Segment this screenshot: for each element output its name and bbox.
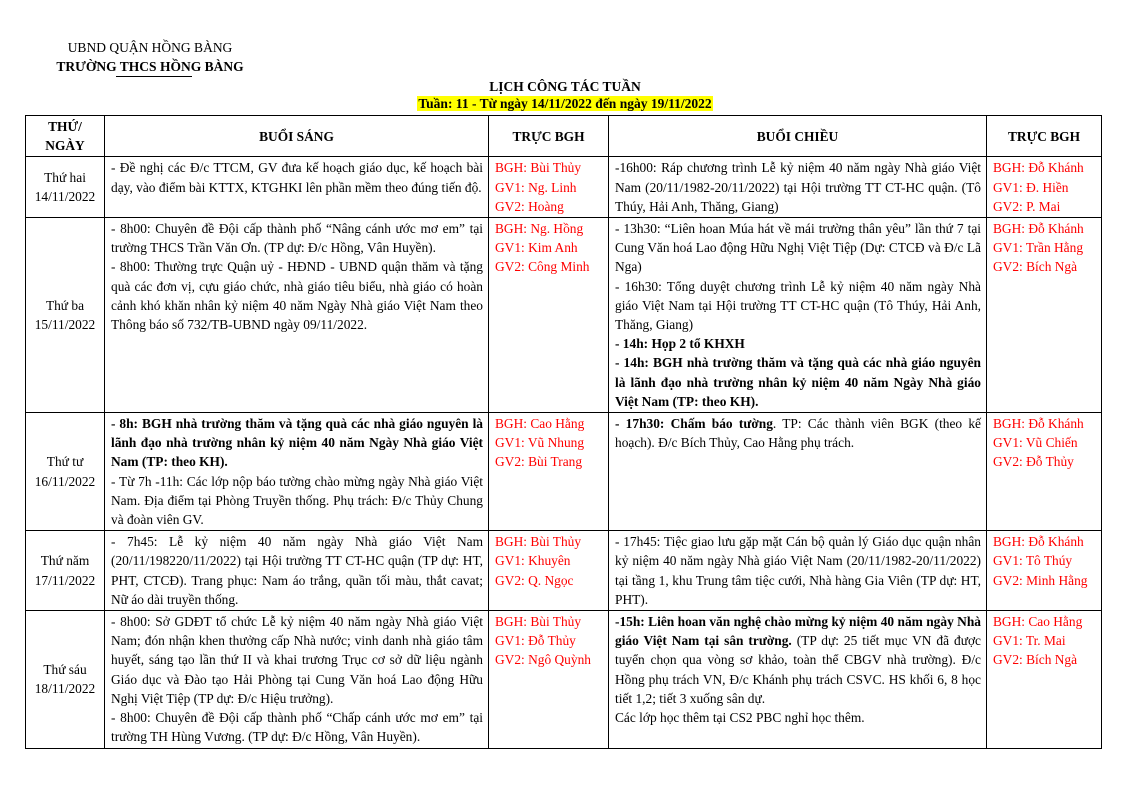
table-row xyxy=(26,611,1102,748)
schedule-item-text: - Đề nghị các Đ/c TTCM, GV đưa kế hoạch giáo dục, kế hoạch bài dạy, vào điểm bài KTTX, KTGHKI lên phần mềm theo đúng tiến độ. xyxy=(111,160,483,195)
schedule-item xyxy=(615,277,981,335)
duty2-cell xyxy=(987,413,1102,531)
schedule-item-text: (TP dự: 25 tiết mục VN đã được tuyển chọn qua vòng sơ khảo, toàn thể CBGV nhà trường). Đ/c Hồng phụ trách VN, Đ/c Khánh phụ trách CSVC. HS khối 6, 8 học tiết 1,2; tiết 3 xuống sân dự. xyxy=(615,633,981,706)
duty-entry: BGH: Đỗ Khánh xyxy=(993,221,1084,237)
schedule-item-bold: - 14h: BGH nhà trường thăm và tặng quà các nhà giáo nguyên là lãnh đạo nhà trường nhân kỷ niệm 40 năm Ngày Nhà giáo Việt Nam (TP: theo KH). xyxy=(615,355,981,409)
col-duty1-header: TRỰC BGH xyxy=(489,116,609,157)
schedule-item-bold: - 17h30: Chấm báo tường xyxy=(615,416,773,432)
afternoon-cell xyxy=(609,157,987,218)
duty-entry: BGH: Đỗ Khánh xyxy=(993,160,1084,176)
duty-entry: BGH: Ng. Hồng xyxy=(495,221,584,237)
duty-entry: GV2: Bích Ngà xyxy=(993,259,1078,275)
schedule-item-text: - 17h45: Tiệc giao lưu gặp mặt Cán bộ quản lý Giáo dục quận nhân kỷ niệm 40 năm ngày Nhà giáo Việt Nam (20/11/1982-20/11/2022) tại tầng 1, khu Trung tâm tiệc cưới, Nhà hàng Gia Viên (TP dự: HT, PHT). xyxy=(615,534,981,607)
schedule-item-bold: - 14h: Họp 2 tổ KHXH xyxy=(615,336,745,352)
schedule-item xyxy=(111,708,483,746)
school-name: TRƯỜNG THCS HỒNG BÀNG xyxy=(56,59,244,74)
schedule-item-text: . TP: Các thành viên BGK (theo kế hoạch). Đ/c Bích Thủy, Cao Hằng phụ trách. xyxy=(615,416,981,451)
schedule-item xyxy=(111,257,483,334)
week-range-text: Tuần: 11 - Từ ngày 14/11/2022 đến ngày 19/11/2022 xyxy=(418,96,712,111)
duty1-cell xyxy=(489,218,609,413)
morning-cell xyxy=(105,531,489,611)
schedule-item-text: - 8h00: Chuyên đề Đội cấp thành phố “Chấp cánh ước mơ em” tại trường TH Hùng Vương. (TP dự: Đ/c Hồng, Vân Huyền). xyxy=(111,710,483,745)
day-text: 15/11/2022 xyxy=(34,317,96,333)
schedule-item-bold: - 8h: BGH nhà trường thăm và tặng quà các nhà giáo nguyên là lãnh đạo nhà trường nhân kỷ niệm 40 năm Ngày Nhà giáo Việt Nam (TP: theo KH). xyxy=(111,416,483,470)
schedule-item-text: - 16h30: Tổng duyệt chương trình Lễ kỷ niệm 40 năm ngày Nhà giáo Việt Nam tại Hội trường TT CT-HC quận (Tô Thúy, Hải Anh, Thăng, Giang) xyxy=(615,278,981,333)
duty-entry: BGH: Đỗ Khánh xyxy=(993,416,1084,432)
schedule-item xyxy=(111,612,483,708)
day-text: 18/11/2022 xyxy=(34,681,96,697)
duty1-cell xyxy=(489,413,609,531)
day-cell xyxy=(26,218,105,413)
duty1-cell xyxy=(489,611,609,748)
duty-entry: BGH: Cao Hằng xyxy=(993,614,1083,630)
day-text: Thứ hai xyxy=(44,170,86,185)
duty2-cell xyxy=(987,218,1102,413)
day-text: 16/11/2022 xyxy=(34,473,96,489)
page-title: LỊCH CÔNG TÁC TUẦN xyxy=(489,79,641,94)
schedule-item xyxy=(615,532,981,609)
afternoon-cell xyxy=(609,413,987,531)
duty-entry: BGH: Bùi Thủy xyxy=(495,160,582,176)
duty-entry: BGH: Cao Hằng xyxy=(495,416,585,432)
duty-entry: BGH: Bùi Thủy xyxy=(495,534,582,550)
table-header-row xyxy=(26,116,1102,157)
day-cell xyxy=(26,413,105,531)
duty-entry: GV2: P. Mai xyxy=(993,198,1061,214)
schedule-item-text: - Từ 7h -11h: Các lớp nộp báo tường chào mừng ngày Nhà giáo Việt Nam. Địa điểm tại Phòng Truyền thống. Phụ trách: Đ/c Thủy Chung và đoàn viên GV. xyxy=(111,473,483,528)
duty-entry: GV1: Ng. Linh xyxy=(495,179,577,195)
org-name: UBND QUẬN HỒNG BÀNG xyxy=(67,40,233,55)
week-range xyxy=(0,96,1130,112)
col-day-header xyxy=(26,116,105,157)
duty-entry: GV1: Kim Anh xyxy=(495,240,578,256)
schedule-item xyxy=(111,414,483,472)
duty-entry: GV1: Tô Thúy xyxy=(993,553,1073,569)
duty-entry: GV2: Bùi Trang xyxy=(495,454,583,470)
schedule-item xyxy=(111,158,483,196)
morning-cell xyxy=(105,218,489,413)
duty-entry: GV1: Vũ Nhung xyxy=(495,435,585,451)
schedule-item xyxy=(615,708,981,727)
schedule-item xyxy=(615,414,981,452)
morning-cell xyxy=(105,611,489,748)
col-morning-header: BUỔI SÁNG xyxy=(105,116,489,157)
duty-entry: BGH: Bùi Thủy xyxy=(495,614,582,630)
table-row xyxy=(26,413,1102,531)
day-cell xyxy=(26,157,105,218)
day-cell xyxy=(26,531,105,611)
afternoon-cell xyxy=(609,611,987,748)
duty-entry: GV2: Q. Ngọc xyxy=(495,572,574,588)
day-text: Thứ sáu xyxy=(43,662,87,678)
table-row xyxy=(26,218,1102,413)
schedule-item-bold: -15h: Liên hoan văn nghệ chào mừng kỷ niệm 40 năm ngày Nhà giáo Việt Nam tại sân trường. xyxy=(615,614,981,649)
afternoon-cell xyxy=(609,531,987,611)
duty-entry: BGH: Đỗ Khánh xyxy=(993,534,1084,550)
duty-entry: GV2: Hoàng xyxy=(495,198,564,214)
schedule-table xyxy=(25,115,1102,749)
schedule-item xyxy=(615,158,981,216)
afternoon-cell xyxy=(609,218,987,413)
duty-entry: GV2: Ngô Quỳnh xyxy=(495,652,591,668)
schedule-item-text: - 8h00: Chuyên đề Đội cấp thành phố “Nâng cánh ước mơ em” tại trường THCS Trần Văn Ơn. (TP dự: Đ/c Hồng, Vân Huyền). xyxy=(111,221,483,256)
day-text: Thứ ba xyxy=(45,297,85,313)
col-afternoon-header: BUỔI CHIỀU xyxy=(609,116,987,157)
col-day-line1: THỨ/ xyxy=(48,119,82,134)
morning-cell xyxy=(105,413,489,531)
col-duty2-header: TRỰC BGH xyxy=(987,116,1102,157)
duty2-cell xyxy=(987,531,1102,611)
day-cell xyxy=(26,611,105,748)
day-text: 14/11/2022 xyxy=(34,189,96,205)
header-underline xyxy=(116,76,192,77)
duty2-cell xyxy=(987,157,1102,218)
morning-cell xyxy=(105,157,489,218)
duty-entry: GV2: Đỗ Thủy xyxy=(993,454,1074,470)
day-text: Thứ năm xyxy=(40,553,90,569)
duty-entry: GV1: Khuyên xyxy=(495,553,571,569)
schedule-item-text: - 8h00: Sở GDĐT tổ chức Lễ kỷ niệm 40 năm ngày Nhà giáo Việt Nam; đón nhận khen thưởng cấp Nhà nước; vinh danh nhà giáo tâm huyết, sáng tạo lần thứ II và khai trương Trục cơ sở dữ liệu ngành Giáo dục và Đào tạo Hải Phòng tại Cung Văn hoá Lao động Hữu Nghị Việt Tiệp (TP dự: Đ/c Hiệu trưởng). xyxy=(111,614,483,706)
duty-entry: GV1: Trần Hằng xyxy=(993,240,1084,256)
col-day-line2: NGÀY xyxy=(45,138,85,154)
duty-entry: GV1: Vũ Chiến xyxy=(993,435,1078,451)
duty2-cell xyxy=(987,611,1102,748)
schedule-item-text: - 8h00: Thường trực Quận uỷ - HĐND - UBND quận thăm và tặng quà các đơn vị, cựu giáo chức, nhà giáo tiêu biểu, nhà giáo có hoàn cảnh khó khăn nhân kỷ niệm 40 năm Ngày Nhà giáo Việt Nam theo Thông báo số 732/TB-UBND ngày 09/11/2022. xyxy=(111,259,483,333)
table-row xyxy=(26,531,1102,611)
duty-entry: GV1: Đ. Hiền xyxy=(993,179,1069,195)
schedule-item-text: - 13h30: “Liên hoan Múa hát về mái trường thân yêu” lần thứ 7 tại Cung Văn hoá Lao động Hữu Nghị Việt Tiệp (Dự: CTCĐ và Đ/c Lã Nga) xyxy=(615,221,981,275)
schedule-item-text: Các lớp học thêm tại CS2 PBC nghỉ học thêm. xyxy=(615,710,865,726)
duty-entry: GV1: Tr. Mai xyxy=(993,633,1066,649)
schedule-item xyxy=(111,219,483,257)
day-text: 17/11/2022 xyxy=(34,572,96,588)
duty-entry: GV2: Công Minh xyxy=(495,259,590,275)
schedule-item-text: - 7h45: Lễ kỷ niệm 40 năm ngày Nhà giáo Việt Nam (20/11/198220/11/2022) tại Hội trường TT CT-HC quận (TP dự: HT, PHT, CTCĐ). Trang phục: Nam áo trắng, quần tối màu, thắt cavat; Nữ áo dài truyền thống. xyxy=(111,534,483,607)
schedule-item xyxy=(615,353,981,411)
schedule-item xyxy=(615,219,981,277)
schedule-item xyxy=(111,532,483,609)
duty-entry: GV1: Đỗ Thủy xyxy=(495,633,576,649)
schedule-item xyxy=(615,612,981,708)
table-row xyxy=(26,157,1102,218)
duty-entry: GV2: Bích Ngà xyxy=(993,652,1078,668)
schedule-item xyxy=(111,472,483,530)
schedule-item-text: -16h00: Ráp chương trình Lễ kỷ niệm 40 năm ngày Nhà giáo Việt Nam (20/11/1982-20/11/2022) tại Hội trường TT CT-HC quận. (Tô Thúy, Hải Anh, Thăng, Giang) xyxy=(615,160,981,214)
duty-entry: GV2: Minh Hằng xyxy=(993,572,1088,588)
duty1-cell xyxy=(489,531,609,611)
day-text: Thứ tư xyxy=(46,454,84,470)
schedule-item xyxy=(615,334,981,353)
duty1-cell xyxy=(489,157,609,218)
